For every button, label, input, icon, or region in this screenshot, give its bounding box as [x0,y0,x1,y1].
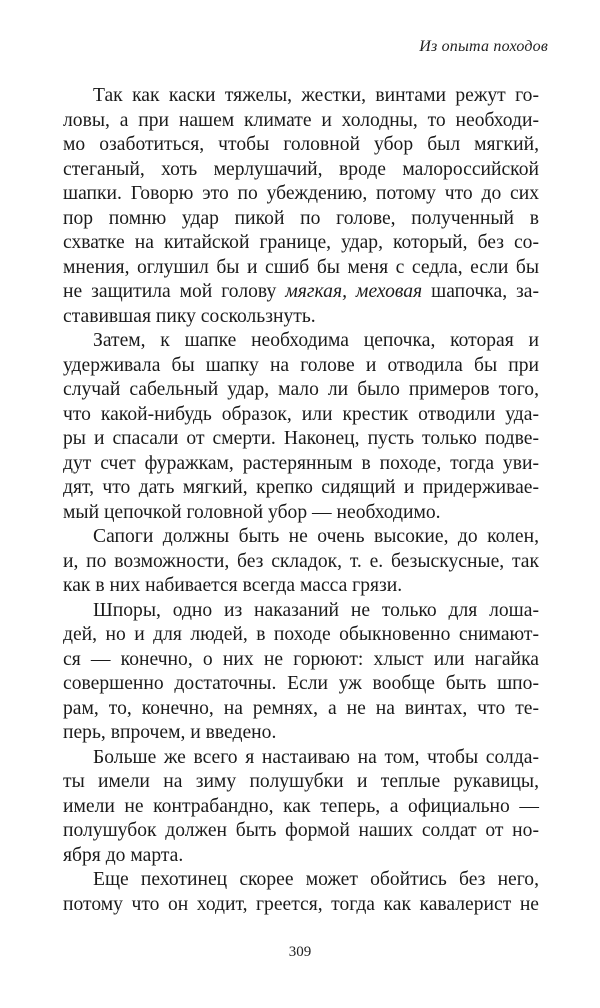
text-line: схватке на китайской границе, удар, который, без со- [63,232,539,253]
paragraph-3 [63,525,539,599]
text-line: как в них набивается всегда масса грязи. [63,575,403,596]
text-line: Затем, к шапке необходима цепочка, которая и [93,330,539,351]
paragraph-5 [63,746,539,869]
text-line: потому что он ходит, греется, тогда как кавалерист не [63,893,539,915]
text-line: что какой-нибудь образок, или крестик отводили уда- [63,403,539,425]
paragraph-6 [63,868,539,917]
text-segment: шапочка, за- [422,281,540,302]
paragraph-4 [63,599,539,746]
text-line: случай сабельный удар, мало ли было примеров того, [63,379,539,400]
text-line: и, по возможности, без складок, т. е. безыскусные, так [63,550,539,572]
paragraph-2 [63,329,539,525]
body-text [63,84,539,917]
text-line: ября до марта. [63,844,184,866]
text-line: стеганый, хоть мерлушачий, вроде малороссийской [63,158,539,180]
page-number: 309 [288,944,312,960]
text-line: ся — конечно, о них не горюют: хлыст или нагайка [63,648,539,670]
text-line: дят, что дать мягкий, крепко сидящий и придерживае- [63,477,539,498]
text-line: Шпоры, одно из наказаний не только для лоша- [93,599,539,621]
text-line: Сапоги должны быть не очень высокие, до колен, [93,526,539,547]
text-line: ры и спасали от смерти. Наконец, пусть только подве- [63,428,539,449]
text-line: мнения, оглушил бы и сшиб бы меня с седла, если бы [63,256,539,278]
text-line: ты имели на зиму полушубки и теплые рукавицы, [63,771,539,792]
text-line: шапки. Говорю это по убеждению, потому что до сих [63,183,539,204]
text-line: имели не контрабандно, как теперь, а официально — [63,795,539,817]
text-line: Еще пехотинец скорее может обойтись без него, [93,869,539,890]
text-line: ловы, а при нашем климате и холодны, то необходи- [63,109,539,131]
text-line: полушубок должен быть формой наших солдат от но- [63,820,539,841]
italic-phrase: мягкая, меховая [285,281,423,302]
text-line: удерживала бы шапку на голове и отводила бы при [63,354,539,376]
text-line: ставившая пику соскользнуть. [63,305,316,327]
text-line: мо озаботиться, чтобы головной убор был мягкий, [63,134,539,155]
text-line: перь, впрочем, и введено. [63,722,277,743]
running-head: Из опыта походов [419,38,548,55]
text-line: рам, то, конечно, на ремнях, а не на винтах, что те- [63,697,539,719]
text-line: дут счет фуражкам, растерянным в походе, тогда уви- [63,452,539,474]
text-line: дей, но и для людей, в походе обыкновенно снимают- [63,624,539,645]
text-line: совершенно достаточны. Если уж вообще быть шпо- [63,673,539,694]
text-segment: не защитила мой голову [63,281,286,302]
text-line: пор помню удар пикой по голове, полученный в [63,207,539,229]
text-line: мый цепочкой головной убор — необходимо. [63,501,441,523]
text-line: Так как каски тяжелы, жестки, винтами режут го- [93,85,539,106]
text-line-with-italic [63,280,539,305]
paragraph-1 [63,84,539,329]
text-line: Больше же всего я настаиваю на том, чтобы солда- [93,746,539,768]
